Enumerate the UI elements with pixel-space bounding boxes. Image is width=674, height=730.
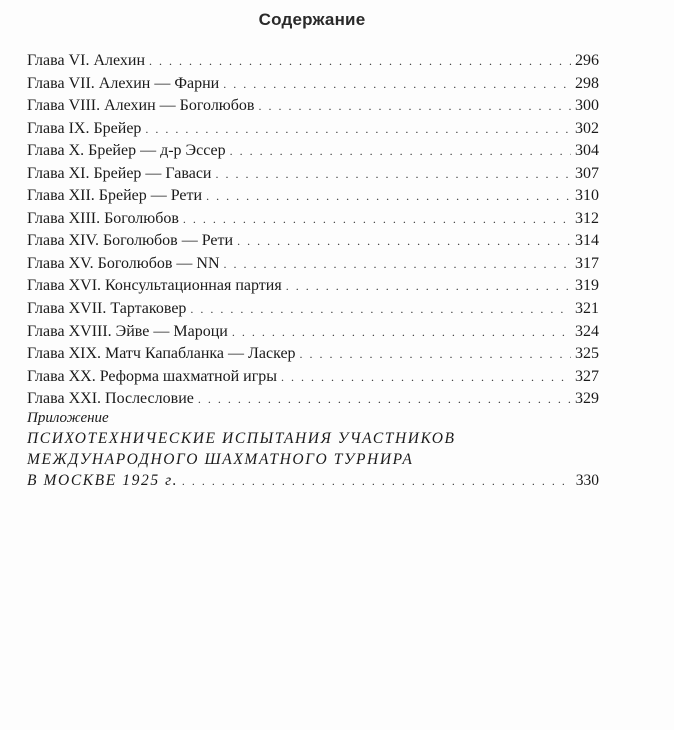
toc-entry-page: 298 bbox=[575, 74, 599, 92]
toc-entry-page: 324 bbox=[575, 322, 599, 340]
dot-leader bbox=[230, 140, 571, 162]
toc-entry bbox=[27, 366, 599, 389]
toc-entry-page: 329 bbox=[575, 390, 599, 408]
toc-entry-label: Глава XVI. Консультационная партия bbox=[27, 277, 282, 295]
toc-entry-page: 327 bbox=[575, 367, 599, 385]
toc-entry-label: Глава XIX. Матч Капабланка — Ласкер bbox=[27, 345, 296, 363]
appendix-title-last-line bbox=[27, 470, 599, 492]
toc-entry-label: Глава XI. Брейер — Гаваси bbox=[27, 164, 212, 182]
toc-entry-label: Глава XV. Боголюбов — NN bbox=[27, 254, 220, 272]
dot-leader bbox=[149, 50, 571, 72]
toc-entry-page: 325 bbox=[575, 345, 599, 363]
appendix-page: 330 bbox=[575, 472, 599, 489]
dot-leader bbox=[183, 208, 571, 230]
toc-entry-label: Глава XIV. Боголюбов — Рети bbox=[27, 232, 234, 250]
toc-entry bbox=[27, 118, 599, 141]
toc-entry-page: 307 bbox=[575, 164, 599, 182]
toc-entry bbox=[27, 298, 599, 321]
toc-entry bbox=[27, 95, 599, 118]
appendix-title-line: ПСИХОТЕХНИЧЕСКИЕ ИСПЫТАНИЯ УЧАСТНИКОВ bbox=[27, 430, 456, 447]
toc-entry-page: 300 bbox=[575, 97, 599, 115]
toc-entry-page: 317 bbox=[575, 254, 599, 272]
toc-entry-label: Глава IX. Брейер bbox=[27, 119, 142, 137]
toc-entry-page: 310 bbox=[575, 187, 599, 205]
dot-leader bbox=[190, 298, 571, 320]
toc-entry-page: 314 bbox=[575, 232, 599, 250]
toc-entry-page: 321 bbox=[575, 300, 599, 318]
toc-entry-label: Глава XX. Реформа шахматной игры bbox=[27, 367, 278, 385]
dot-leader bbox=[215, 163, 571, 185]
appendix-entry bbox=[27, 408, 599, 492]
appendix-title-line: МЕЖДУНАРОДНОГО ШАХМАТНОГО ТУРНИРА bbox=[27, 451, 414, 468]
toc-entry bbox=[27, 275, 599, 298]
dot-leader bbox=[198, 388, 571, 410]
toc-entry-label: Глава XVII. Тартаковер bbox=[27, 300, 187, 318]
toc-entry bbox=[27, 73, 599, 96]
toc-entry-label: Глава XII. Брейер — Рети bbox=[27, 187, 203, 205]
dot-leader bbox=[206, 185, 571, 207]
toc-entry bbox=[27, 140, 599, 163]
toc-entry-label: Глава VII. Алехин — Фарни bbox=[27, 74, 220, 92]
dot-leader bbox=[182, 470, 572, 492]
toc-entry bbox=[27, 50, 599, 73]
page-title: Содержание bbox=[258, 10, 366, 29]
toc-entry-label: Глава X. Брейер — д-р Эссер bbox=[27, 142, 226, 160]
toc-entry-page: 319 bbox=[575, 277, 599, 295]
dot-leader bbox=[223, 73, 571, 95]
dot-leader bbox=[286, 275, 571, 297]
toc-entry-label: Глава XVIII. Эйве — Мароци bbox=[27, 322, 228, 340]
dot-leader bbox=[232, 321, 571, 343]
toc-entry-label: Глава XIII. Боголюбов bbox=[27, 209, 179, 227]
toc-entry-label: Глава XXI. Послесловие bbox=[27, 390, 194, 408]
appendix-title-line: В МОСКВЕ 1925 г. bbox=[27, 472, 179, 489]
dot-leader bbox=[281, 366, 571, 388]
toc-entry bbox=[27, 208, 599, 231]
appendix-label: Приложение bbox=[27, 410, 109, 426]
dot-leader bbox=[145, 118, 571, 140]
toc-entry bbox=[27, 253, 599, 276]
dot-leader bbox=[300, 343, 571, 365]
dot-leader bbox=[224, 253, 571, 275]
toc-entry bbox=[27, 321, 599, 344]
toc-entry bbox=[27, 230, 599, 253]
dot-leader bbox=[237, 230, 571, 252]
toc-entry bbox=[27, 343, 599, 366]
toc-entry-page: 302 bbox=[575, 119, 599, 137]
toc-entry bbox=[27, 185, 599, 208]
toc-entry-page: 312 bbox=[575, 209, 599, 227]
toc-entry-label: Глава VI. Алехин bbox=[27, 52, 146, 69]
toc-entry-label: Глава VIII. Алехин — Боголюбов bbox=[27, 97, 255, 115]
dot-leader bbox=[258, 95, 571, 117]
toc-entry-page: 304 bbox=[575, 142, 599, 160]
toc-entry-page: 296 bbox=[575, 52, 599, 69]
toc-entry bbox=[27, 163, 599, 186]
table-of-contents bbox=[27, 50, 599, 411]
